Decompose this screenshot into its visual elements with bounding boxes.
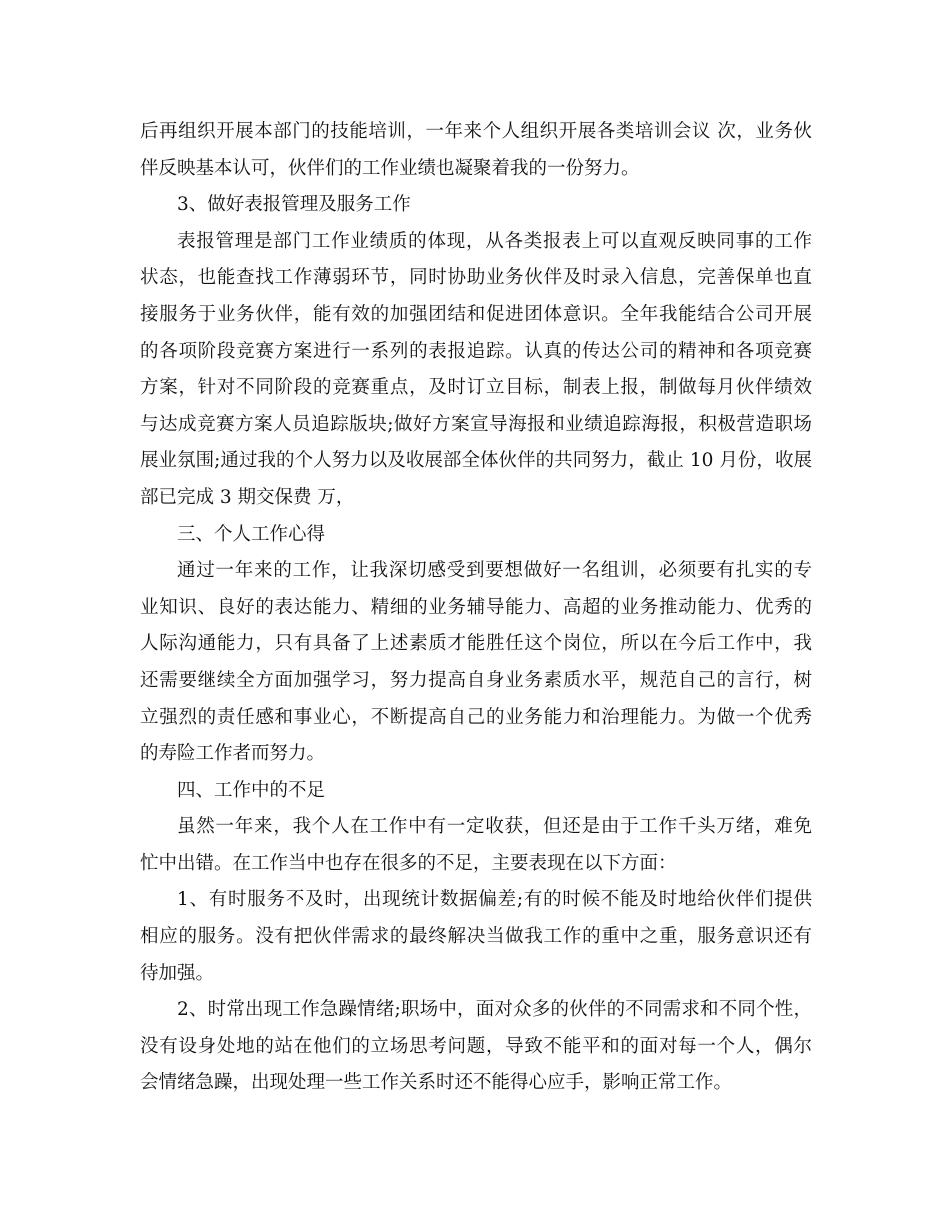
text-line: 展业氛围;通过我的个人努力以及收展部全体伙伴的共同努力，截止 10 月份，收展: [140, 450, 812, 472]
text-line: 部已完成 3 期交保费 万，: [140, 486, 355, 508]
text-line: 与达成竞赛方案人员追踪版块;做好方案宣导海报和业绩追踪海报，积极营造职场: [140, 413, 812, 435]
heading-text: 3、做好表报管理及服务工作: [177, 194, 411, 216]
text-line: 2、时常出现工作急躁情绪;职场中，面对众多的伙伴的不同需求和不同个性，: [177, 999, 812, 1021]
text-line: 立强烈的责任感和事业心，不断提高自己的业务能力和治理能力。为做一个优秀: [140, 706, 812, 728]
paragraph-report-management: [140, 224, 812, 517]
text-line: 忙中出错。在工作当中也存在很多的不足，主要表现在以下方面：: [140, 852, 677, 874]
text-line: 人际沟通能力，只有具备了上述素质才能胜任这个岗位，所以在今后工作中，我: [140, 633, 812, 655]
text-line: 接服务于业务伙伴，能有效的加强团结和促进团体意识。全年我能结合公司开展: [140, 303, 812, 325]
text-line: 还需要继续全方面加强学习，努力提高自身业务素质水平，规范自己的言行，树: [140, 669, 812, 691]
text-line: 的寿险工作者而努力。: [140, 743, 326, 765]
text-line: 通过一年来的工作，让我深切感受到要想做好一名组训，必须要有扎实的专: [177, 560, 812, 582]
section-heading-shortcomings: [140, 773, 812, 810]
text-line: 表报管理是部门工作业绩质的体现，从各类报表上可以直观反映同事的工作: [177, 230, 812, 252]
text-line: 虽然一年来，我个人在工作中有一定收获，但还是由于工作千头万绪，难免: [177, 816, 812, 838]
text-line: 1、有时服务不及时，出现统计数据偏差;有的时候不能及时地给伙伴们提供: [177, 889, 812, 911]
paragraph-personal-experience: [140, 553, 812, 773]
paragraph-shortcoming-1: [140, 882, 812, 992]
paragraph-training-summary: [140, 114, 812, 187]
text-line: 状态，也能查找工作薄弱环节，同时协助业务伙伴及时录入信息，完善保单也直: [140, 267, 812, 289]
text-line: 伴反映基本认可，伙伴们的工作业绩也凝聚着我的一份努力。: [140, 157, 640, 179]
text-line: 方案，针对不同阶段的竞赛重点，及时订立目标，制表上报，制做每月伙伴绩效: [140, 377, 812, 399]
text-line: 的各项阶段竞赛方案进行一系列的表报追踪。认真的传达公司的精神和各项竞赛: [140, 340, 812, 362]
text-line: 相应的服务。没有把伙伴需求的最终解决当做我工作的重中之重，服务意识还有: [140, 926, 812, 948]
text-line: 没有设身处地的站在他们的立场思考问题，导致不能平和的面对每一个人，偶尔: [140, 1035, 812, 1057]
section-heading-personal-experience: [140, 517, 812, 554]
heading-text: 四、工作中的不足: [177, 779, 326, 801]
text-line: 后再组织开展本部门的技能培训，一年来个人组织开展各类培训会议 次，业务伙: [140, 121, 812, 142]
paragraph-shortcoming-2: [140, 992, 812, 1102]
text-line: 业知识、良好的表达能力、精细的业务辅导能力、高超的业务推动能力、优秀的: [140, 596, 812, 618]
text-line: 会情绪急躁，出现处理一些工作关系时还不能得心应手，影响正常工作。: [140, 1072, 733, 1094]
section-heading-report-management: [140, 187, 812, 224]
heading-text: 三、个人工作心得: [177, 523, 326, 545]
paragraph-shortcomings-intro: [140, 809, 812, 882]
text-line: 待加强。: [140, 962, 215, 984]
document-body: [140, 114, 812, 1102]
